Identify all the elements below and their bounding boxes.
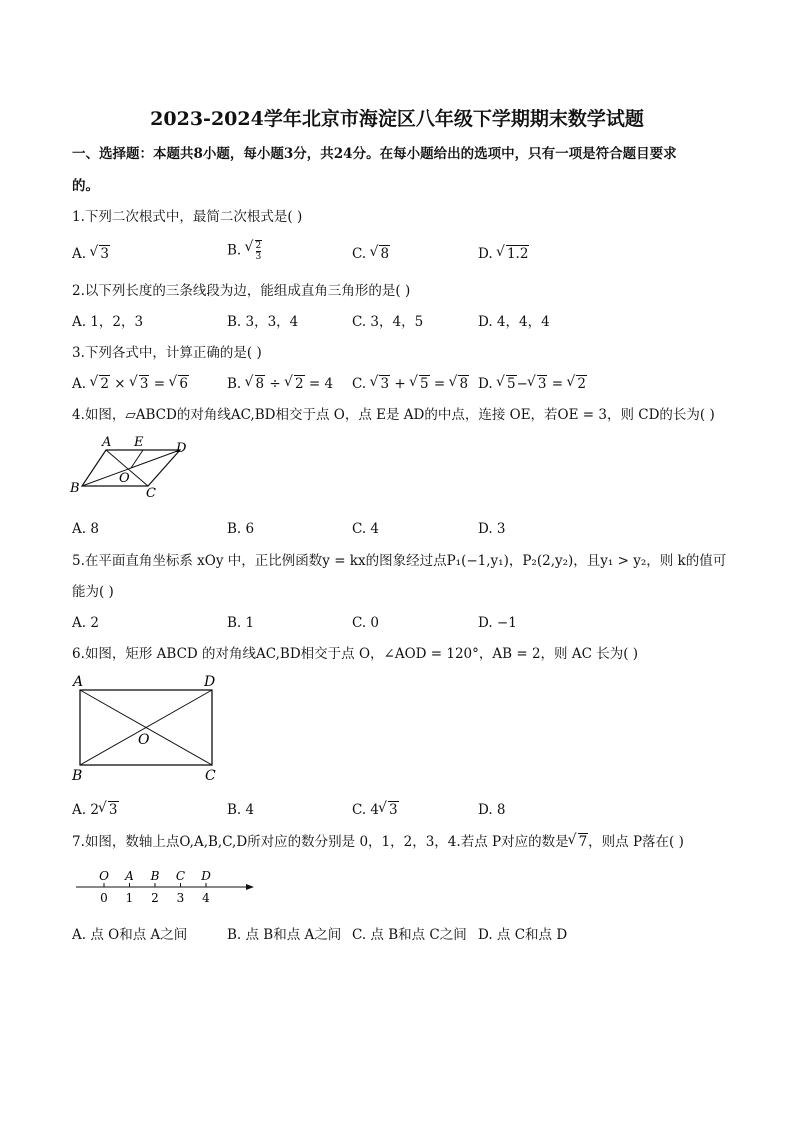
operator: +: [390, 376, 410, 392]
q4-option-a[interactable]: A. 8: [72, 521, 99, 537]
option-label: B.: [227, 376, 246, 392]
q6-option-c[interactable]: [352, 801, 399, 819]
q6-option-a[interactable]: [72, 801, 119, 819]
q5-option-b[interactable]: B. 1: [227, 615, 255, 631]
label-a: A: [102, 435, 112, 450]
axis-point-label: A: [125, 869, 134, 883]
q3-option-a[interactable]: [72, 375, 189, 393]
rectangle-figure: [68, 672, 228, 787]
sqrt-symbol: √ 2: [568, 375, 587, 393]
q3-option-b[interactable]: [227, 375, 333, 393]
sqrt-symbol: [247, 240, 263, 262]
axis-point-label: O: [99, 869, 109, 883]
q5-option-a[interactable]: A. 2: [72, 615, 99, 631]
sqrt-symbol: √ 5: [498, 375, 517, 393]
q3-option-d[interactable]: [478, 375, 587, 393]
q1-option-a[interactable]: [72, 245, 110, 263]
fraction: √ $\frac{2}{3}$: [255, 241, 262, 262]
option-label: A. 2: [72, 802, 99, 818]
axis-point-label: C: [175, 869, 186, 883]
section-heading-line2: 的。: [72, 178, 99, 194]
axis-point-label: D: [201, 869, 211, 883]
axis-number-label: 0: [100, 891, 108, 905]
option-label: A.: [72, 246, 91, 262]
equals: = 4: [304, 376, 334, 392]
q7-option-d[interactable]: D. 点 C和点 D: [478, 927, 568, 943]
option-label: C. 4: [352, 802, 380, 818]
equals: =: [429, 376, 450, 392]
equals: =: [547, 376, 568, 392]
q6-option-b[interactable]: B. 4: [227, 802, 255, 818]
option-label: D.: [478, 376, 497, 392]
q4-option-c[interactable]: C. 4: [352, 521, 380, 537]
sqrt-symbol: √ 8: [371, 245, 390, 263]
q7-option-c[interactable]: C. 点 B和点 C之间: [352, 927, 467, 943]
operator: ÷: [265, 376, 286, 392]
sqrt-symbol: √ 2: [286, 375, 305, 393]
label-e: E: [134, 435, 144, 450]
sqrt-symbol: √ 3: [131, 375, 150, 393]
equals: =: [149, 376, 170, 392]
question-3-stem: 3.下列各式中，计算正确的是( ): [72, 345, 262, 361]
axis-number-label: 1: [125, 891, 134, 905]
option-label: C.: [352, 376, 371, 392]
q5-option-d[interactable]: D. −1: [478, 615, 517, 631]
arrow-icon: [246, 884, 254, 890]
sqrt-symbol: √ 2: [91, 375, 110, 393]
q2-option-a[interactable]: A. 1，2，3: [72, 314, 144, 330]
page-title: 2023-2024学年北京市海淀区八年级下学期期末数学试题: [150, 108, 644, 130]
option-label: C.: [352, 246, 371, 262]
question-5-stem-line2: 能为( ): [72, 584, 114, 600]
q4-option-b[interactable]: B. 6: [227, 521, 255, 537]
sqrt-symbol: √ 3: [371, 375, 390, 393]
q5-option-c[interactable]: C. 0: [352, 615, 380, 631]
q3-option-c[interactable]: [352, 375, 469, 393]
operator: ×: [109, 376, 130, 392]
q7-option-a[interactable]: A. 点 O和点 A之间: [72, 927, 188, 943]
operator: −: [516, 376, 528, 392]
sqrt-symbol: √ 8: [247, 375, 266, 393]
q7-option-b[interactable]: B. 点 B和点 A之间: [227, 927, 342, 943]
q6-option-d[interactable]: D. 8: [478, 802, 506, 818]
q1-option-b[interactable]: [227, 240, 262, 262]
sqrt-symbol: √ 3: [100, 801, 119, 819]
section-heading-line1: 一、选择题：本题共8小题，每小题3分，共24分。在每小题给出的选项中，只有一项是符合题目要求: [72, 146, 677, 162]
q1-option-d[interactable]: [478, 245, 529, 263]
axis-point-label: B: [150, 869, 160, 883]
label-b: B: [70, 481, 80, 496]
option-label: A.: [72, 376, 91, 392]
question-1-stem: 1.下列二次根式中，最简二次根式是( ): [72, 209, 303, 225]
question-7-stem: 7.如图，数轴上点O,A,B,C,D所对应的数分别是 0，1，2，3，4.若点 P对应的数是√ 7，则点 P落在( ): [72, 833, 684, 851]
label-a: A: [73, 674, 84, 690]
label-c: C: [205, 768, 216, 784]
option-label: B.: [227, 242, 246, 259]
label-o: O: [138, 732, 150, 748]
q4-option-d[interactable]: D. 3: [478, 521, 506, 537]
q2-option-b[interactable]: B. 3，3，4: [227, 314, 299, 330]
label-b: B: [72, 768, 83, 784]
question-5-stem-line1: 5.在平面直角坐标系 xOy 中，正比例函数y = kx的图象经过点P₁(−1,y₁)，P₂(2,y₂)，且y₁ > y₂，则 k的值可: [72, 553, 727, 569]
sqrt-symbol: √ 8: [450, 375, 469, 393]
label-d: D: [176, 441, 187, 456]
q1-option-c[interactable]: [352, 245, 390, 263]
parallelogram-figure: [68, 434, 198, 502]
axis-number-label: 4: [202, 891, 210, 905]
label-o: O: [119, 471, 130, 486]
question-6-stem: 6.如图，矩形 ABCD 的对角线AC,BD相交于点 O，∠AOD = 120°，AB = 2，则 AC 长为( ): [72, 646, 639, 662]
axis-number-label: 2: [151, 891, 159, 905]
sqrt-symbol: √ 3: [380, 801, 399, 819]
axis-number-label: 3: [176, 891, 185, 905]
number-line-figure: [72, 864, 262, 908]
sqrt-symbol: √ 6: [170, 375, 189, 393]
sqrt-symbol: √ 3: [529, 375, 548, 393]
sqrt-symbol: √ 7: [570, 833, 589, 851]
question-4-stem: 4.如图，▱ABCD的对角线AC,BD相交于点 O，点 E是 AD的中点，连接 OE，若OE = 3，则 CD的长为( ): [72, 407, 715, 423]
q2-option-c[interactable]: C. 3，4，5: [352, 314, 424, 330]
sqrt-symbol: √ 5: [411, 375, 430, 393]
sqrt-symbol: √ 3: [91, 245, 110, 263]
label-c: C: [146, 486, 156, 501]
option-label: D.: [478, 246, 497, 262]
question-2-stem: 2.以下列长度的三条线段为边，能组成直角三角形的是( ): [72, 283, 411, 299]
sqrt-symbol: √ 1.2: [498, 245, 529, 263]
label-d: D: [204, 674, 216, 690]
q2-option-d[interactable]: D. 4，4，4: [478, 314, 550, 330]
